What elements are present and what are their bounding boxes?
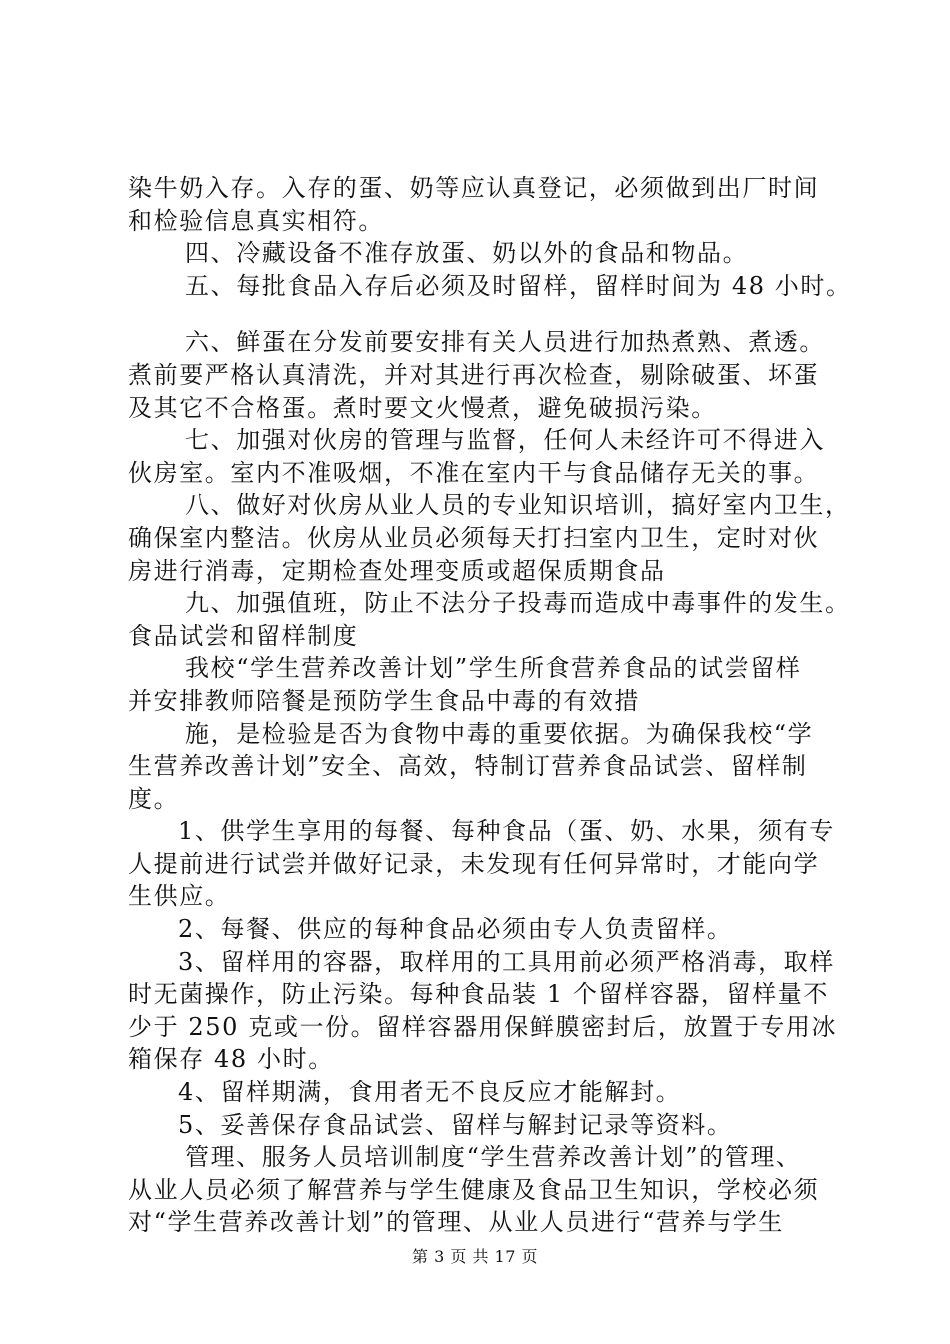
text-line: 九、加强值班，防止不法分子投毒而造成中毒事件的发生。 (185, 589, 851, 618)
text-line: 煮前要严格认真清洗，并对其进行再次检查，剔除破蛋、坏蛋 (128, 360, 820, 389)
text-line: 人提前进行试尝并做好记录，未发现有任何异常时，才能向学 (128, 849, 820, 878)
text-line: 2、每餐、供应的每种食品必须由专人负责留样。 (178, 915, 733, 944)
text-line: 伙房室。室内不准吸烟，不准在室内干与食品储存无关的事。 (128, 458, 820, 487)
text-line: 少于 250 克或一份。留样容器用保鲜膜密封后，放置于专用冰 (128, 1012, 838, 1041)
text-line: 和检验信息真实相符。 (128, 206, 384, 235)
text-line: 1、供学生享用的每餐、每种食品（蛋、奶、水果，须有专 (178, 817, 835, 846)
text-line: 并安排教师陪餐是预防学生食品中毒的有效措 (128, 686, 640, 715)
text-line: 从业人员必须了解营养与学生健康及食品卫生知识，学校必须 (128, 1175, 820, 1204)
text-line: 染牛奶入存。入存的蛋、奶等应认真登记，必须做到出厂时间 (128, 174, 820, 202)
text-line: 箱保存 48 小时。 (128, 1045, 334, 1074)
text-line: 5、妥善保存食品试尝、留样与解封记录等资料。 (178, 1110, 733, 1139)
text-line: 八、做好对伙房从业人员的专业知识培训，搞好室内卫生， (185, 491, 851, 520)
text-line: 六、鲜蛋在分发前要安排有关人员进行加热煮熟、煮透。 (185, 328, 825, 357)
text-line: 我校“学生营养改善计划”学生所食营养食品的试尝留样 (185, 654, 802, 683)
text-line: 五、每批食品入存后必须及时留样，留样时间为 48 小时。 (185, 271, 852, 300)
text-line: 四、冷藏设备不准存放蛋、奶以外的食品和物品。 (185, 239, 749, 268)
document-body (128, 172, 852, 1239)
text-line: 3、留样用的容器，取样用的工具用前必须严格消毒，取样 (178, 947, 835, 976)
text-line: 及其它不合格蛋。煮时要文火慢煮，避免破损污染。 (128, 393, 717, 422)
text-line: 生供应。 (128, 882, 231, 911)
paragraph-gap (128, 302, 838, 326)
text-line: 管理、服务人员培训制度“学生营养改善计划”的管理、 (185, 1143, 802, 1172)
text-line: 确保室内整洁。伙房从业员必须每天打扫室内卫生，定时对伙 (128, 523, 820, 552)
section-heading: 食品试尝和留样制度 (128, 621, 359, 650)
page-footer: 第 3 页 共 17 页 (412, 1247, 538, 1266)
text-line: 时无菌操作，防止污染。每种食品装 1 个留样容器，留样量不 (128, 980, 829, 1009)
text-line: 生营养改善计划”安全、高效，特制订营养食品试尝、留样制 (128, 752, 808, 781)
text-line: 七、加强对伙房的管理与监督，任何人未经许可不得进入 (185, 426, 825, 455)
text-line: 房进行消毒，定期检查处理变质或超保质期食品 (128, 556, 666, 585)
text-line: 施，是检验是否为食物中毒的重要依据。为确保我校“学 (185, 719, 814, 748)
text-line: 4、留样期满，食用者无不良反应才能解封。 (178, 1078, 682, 1107)
text-line: 对“学生营养改善计划”的管理、从业人员进行“营养与学生 (128, 1208, 785, 1237)
text-line: 度。 (128, 784, 180, 813)
